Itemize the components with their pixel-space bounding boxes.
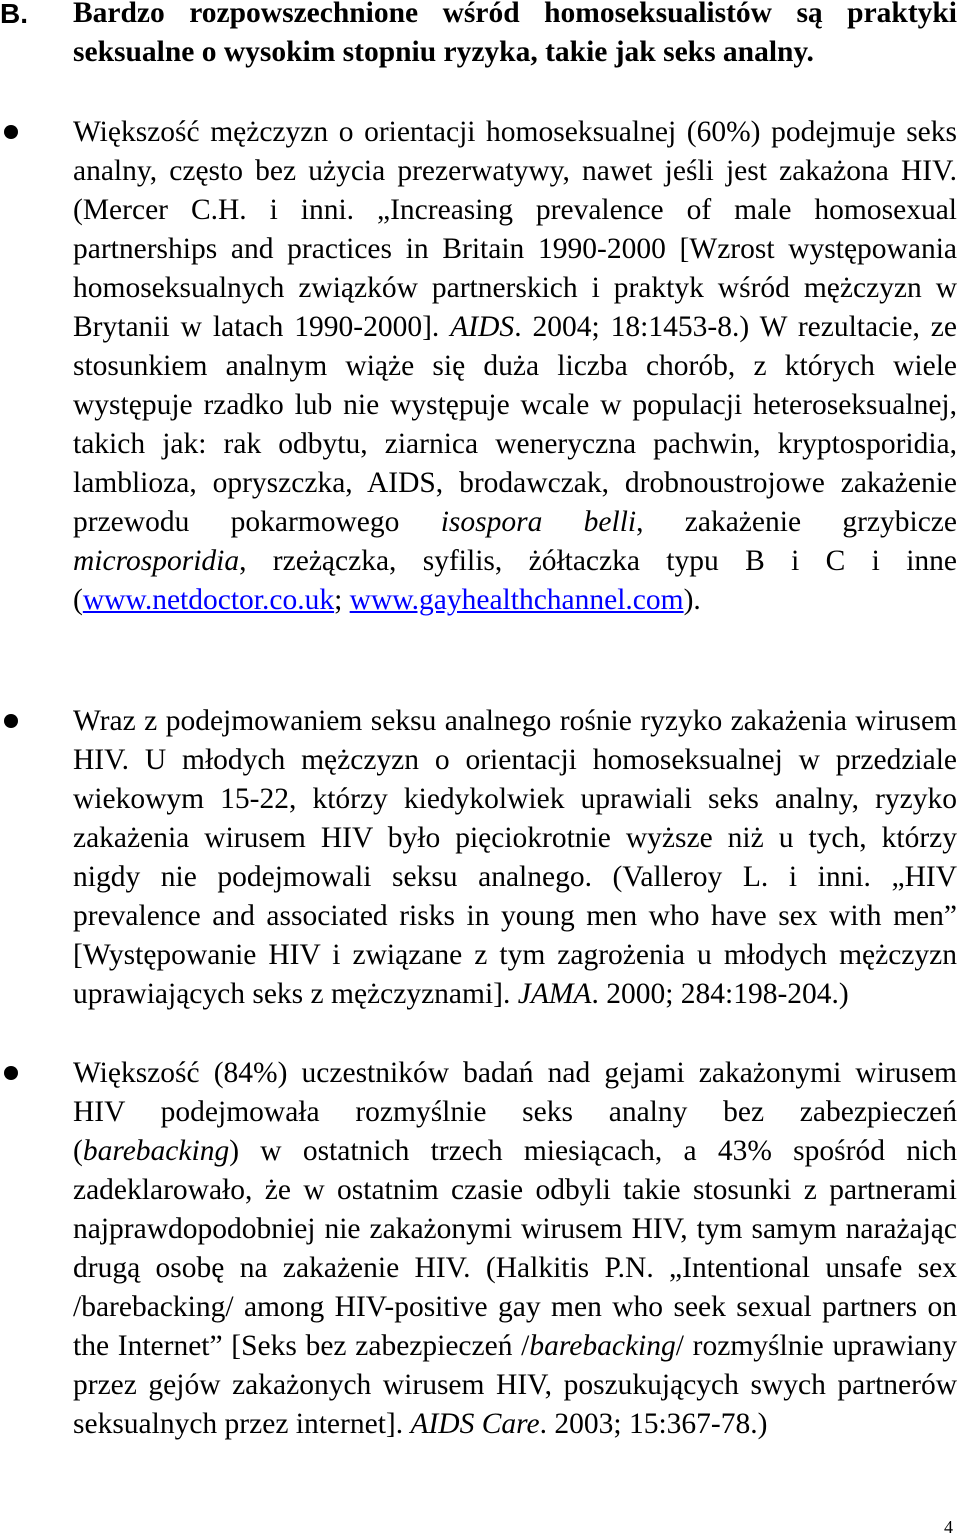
journal-title: AIDS Care [410,1408,540,1440]
emphasis-term: barebacking [529,1330,676,1362]
section-letter: B. [0,0,28,29]
bullet-paragraph-1: Większość mężczyzn o orientacji homoseksualnej (60%) podejmuje seks analny, często bez użycia prezerwatywy, nawet jeśli jest zakażona HIV. (Mercer C.H. i inni. „Increasing prevalence of male homosexual partnerships and practices in Britain 1990-2000 [Wzrost występowania homoseksualnych związków partnerskich i praktyk wśród mężczyzn w Brytanii w latach 1990-2000]. AIDS. 2004; 18:1453-8.) W rezultacie, ze stosunkiem analnym wiąże się duża liczba chorób, z których wiele występuje rzadko lub nie występuje wcale w populacji heteroseksualnej, takich jak: rak odbytu, ziarnica weneryczna pachwin, kryptosporidia, lamblioza, opryszczka, AIDS, brodawczak, drobnoustrojowe zakażenie przewodu pokarmowego isospora belli, zakażenie grzybicze microsporidia, rzeżączka, syfilis, żółtaczka typu B i C i inne (www.netdoctor.co.uk; www.gayhealthchannel.com). [73,116,957,616]
bullet-dot [4,125,18,139]
bullet-dot [4,714,18,728]
link-netdoctor[interactable]: www.netdoctor.co.uk [82,584,335,616]
page-number: 4 [944,1517,953,1537]
journal-title: AIDS [450,311,515,343]
species-name: isospora belli [440,506,637,538]
journal-title: JAMA [517,978,592,1010]
link-gayhealthchannel[interactable]: www.gayhealthchannel.com [349,584,684,616]
section-heading: Bardzo rozpowszechnione wśród homoseksualistów są praktyki seksualne o wysokim stopniu ryzyka, takie jak seks analny. [73,0,957,68]
bullet-paragraph-3: Większość (84%) uczestników badań nad gejami zakażonymi wirusem HIV podejmowała rozmyślnie seks analny bez zabezpieczeń (barebacking) w ostatnich trzech miesiącach, a 43% spośród nich zadeklarowało, że w ostatnim czasie odbyli takie stosunki z partnerami najprawdopodobniej nie zakażonymi wirusem HIV, tym samym narażając drugą osobę na zakażenie HIV. (Halkitis P.N. „Intentional unsafe sex /barebacking/ among HIV-positive gay men who seek sexual partners on the Internet” [Seks bez zabezpieczeń /barebacking/ rozmyślnie uprawiany przez gejów zakażonych wirusem HIV, poszukujących swych partnerów seksualnych przez internet]. AIDS Care. 2003; 15:367-78.) [73,1057,957,1440]
emphasis-term: barebacking [82,1135,230,1167]
species-name: microsporidia [73,545,240,577]
bullet-dot [4,1066,18,1080]
bullet-paragraph-2: Wraz z podejmowaniem seksu analnego rośnie ryzyko zakażenia wirusem HIV. U młodych mężczyzn o orientacji homoseksualnej w przedziale wiekowym 15-22, którzy kiedykolwiek uprawiali seks analny, ryzyko zakażenia wirusem HIV było pięciokrotnie wyższe niż u tych, którzy nigdy nie podejmowali seksu analnego. (Valleroy L. i inni. „HIV prevalence and associated risks in young men who have sex with men” [Występowanie HIV i związane z tym zagrożenia u młodych mężczyzn uprawiających seks z mężczyznami]. JAMA. 2000; 284:198-204.) [73,705,957,1010]
